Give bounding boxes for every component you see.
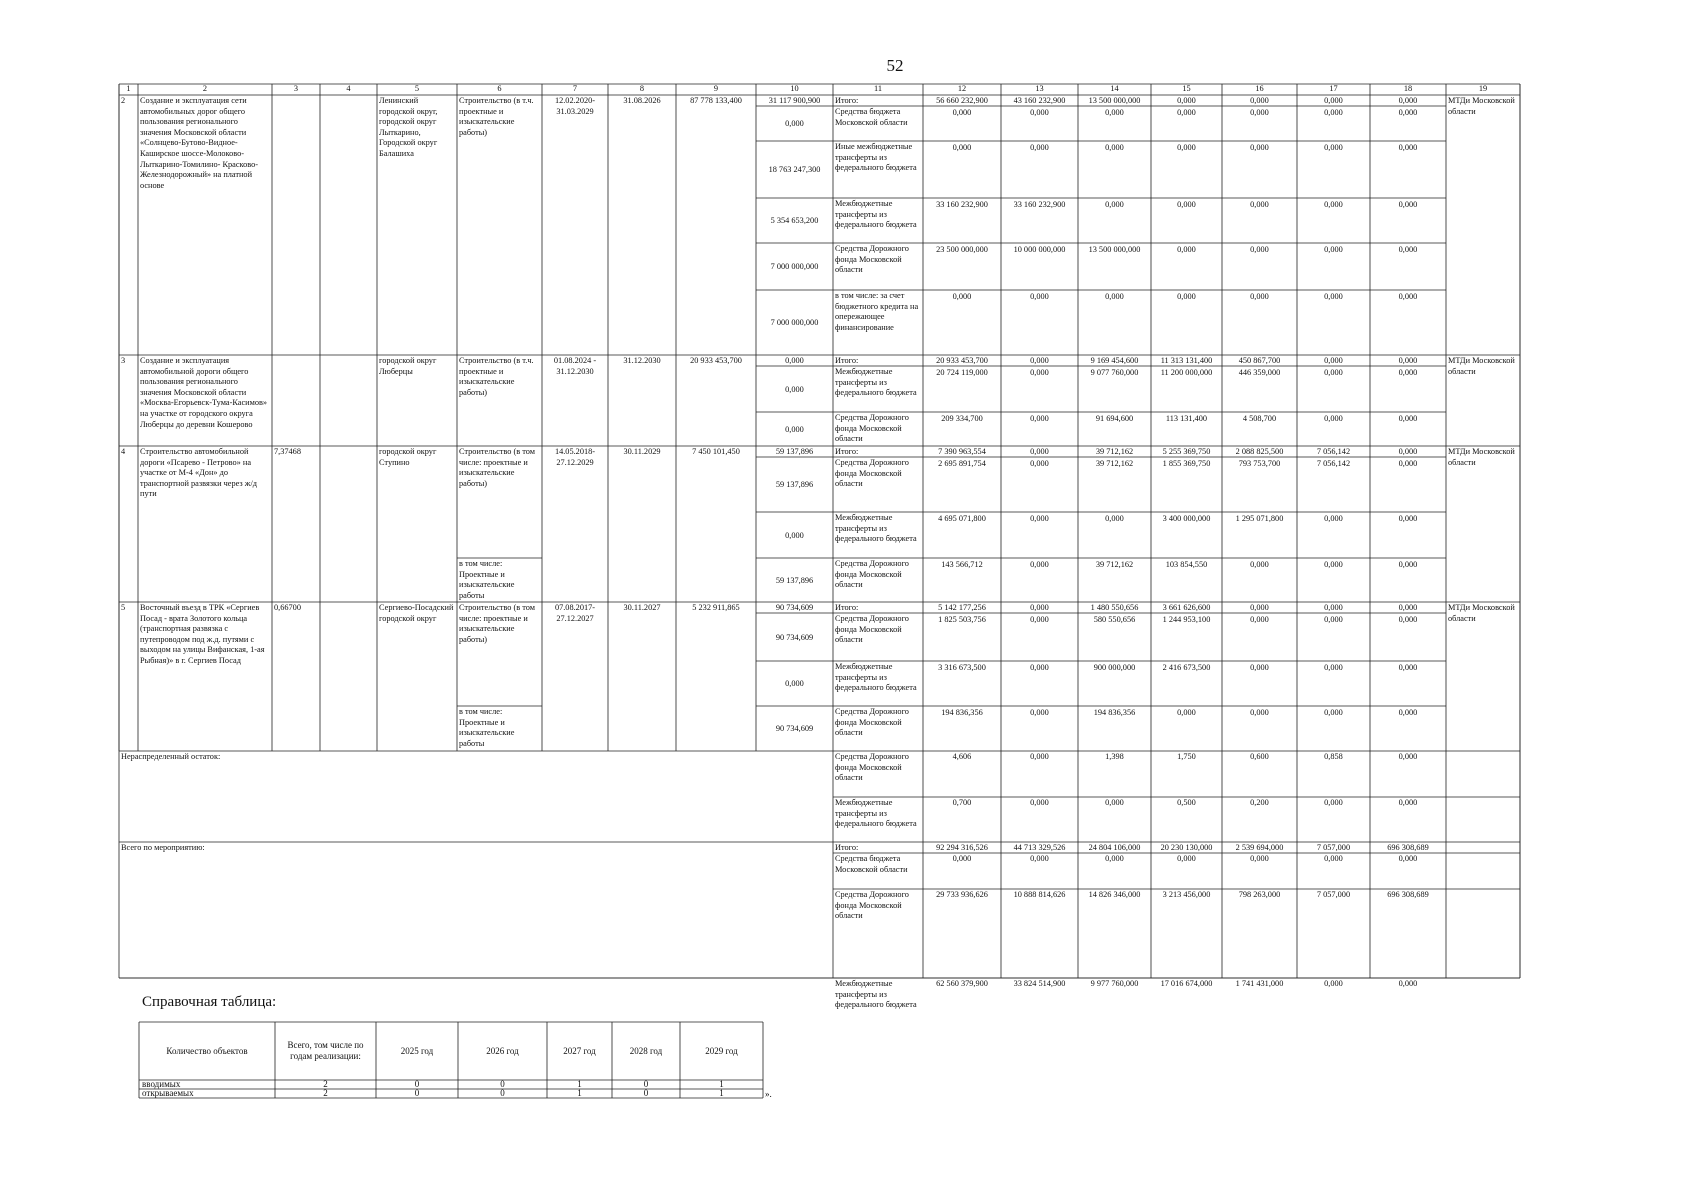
funding-source: Иные межбюджетные трансферты из федерального бюджета bbox=[835, 142, 917, 173]
funding-value: 2 416 673,500 bbox=[1162, 663, 1211, 672]
funding-value: 0,000 bbox=[1398, 245, 1418, 254]
funding-value: 5 142 177,256 bbox=[938, 603, 986, 612]
funding-value: 0,000 bbox=[1250, 108, 1269, 117]
funding-value: 1 741 431,000 bbox=[1235, 979, 1284, 988]
funding-value: 0,000 bbox=[1398, 459, 1418, 468]
funding-value: 0,000 bbox=[1030, 560, 1049, 569]
funding-value: 0,000 bbox=[1030, 752, 1049, 761]
funding-value: 0,000 bbox=[1177, 96, 1196, 105]
funding-prior: 0,000 bbox=[785, 356, 804, 365]
reference-cell: 0 bbox=[643, 1079, 649, 1089]
column-number: 1 bbox=[126, 84, 131, 93]
funding-source: Итого: bbox=[835, 356, 859, 365]
object-name: Создание и эксплуатация сети автомобильных дорог общего пользования регионального значения Московской области «Солнцево-Бутово-Видное-Каширское шоссе-Молоково-Лыткарино-Томилино- Красково-Железнодорожный» на платной основе bbox=[140, 96, 259, 190]
reference-header: 2028 год bbox=[629, 1045, 663, 1056]
funding-value: 0,000 bbox=[1324, 108, 1343, 117]
funding-value: 2 088 825,500 bbox=[1235, 447, 1284, 456]
reference-cell: 0 bbox=[643, 1088, 649, 1098]
reference-header: 2026 год bbox=[486, 1045, 519, 1056]
funding-value: 0,000 bbox=[1177, 854, 1196, 863]
completion-date: 31.08.2026 bbox=[623, 96, 661, 105]
funding-value: 0,000 bbox=[1030, 708, 1049, 717]
work-type: Строительство (в том числе: проектные и изыскательские работы) bbox=[459, 447, 536, 488]
reference-header: 2029 год bbox=[705, 1045, 738, 1056]
funding-source: Межбюджетные трансферты из федерального бюджета bbox=[835, 513, 917, 544]
object-location: Сергиево-Посадский городской округ bbox=[379, 603, 454, 623]
page-number: 52 bbox=[886, 56, 904, 75]
funding-value: 7 056,142 bbox=[1316, 447, 1351, 456]
column-number: 6 bbox=[497, 84, 502, 93]
funding-source: Средства Дорожного фонда Московской области bbox=[835, 458, 909, 489]
object-length: 0,66700 bbox=[274, 603, 301, 612]
funding-value: 0,000 bbox=[1105, 108, 1124, 117]
responsible: МТДи Московской области bbox=[1448, 603, 1515, 623]
funding-prior: 31 117 900,900 bbox=[768, 96, 821, 105]
funding-value: 39 712,162 bbox=[1095, 447, 1134, 456]
object-name: Восточный въезд в ТРК «Сергиев Посад - врата Золотого кольца (транспортная развязка с путепроводом под ж.д. путями с выходом на улицы Вифанская, 1-ая Рыбная)» в г. Сергиев Посад bbox=[140, 603, 265, 665]
object-cost: 5 232 911,865 bbox=[692, 603, 740, 612]
object-cost: 7 450 101,450 bbox=[692, 447, 740, 456]
funding-value: 1 480 550,656 bbox=[1090, 603, 1139, 612]
funding-value: 0,000 bbox=[952, 292, 972, 301]
funding-source: Итого: bbox=[835, 96, 859, 105]
reference-cell: 0 bbox=[500, 1079, 505, 1089]
funding-value: 0,000 bbox=[1398, 368, 1418, 377]
funding-value: 20 230 130,000 bbox=[1160, 843, 1213, 852]
funding-value: 0,000 bbox=[1398, 752, 1418, 761]
funding-value: 0,000 bbox=[1398, 108, 1418, 117]
funding-value: 0,000 bbox=[1324, 245, 1343, 254]
funding-value: 0,000 bbox=[1105, 854, 1124, 863]
column-number: 19 bbox=[1478, 84, 1488, 93]
funding-value: 0,000 bbox=[1030, 356, 1049, 365]
object-dates: 01.08.2024 - 31.12.2030 bbox=[553, 356, 597, 376]
funding-value: 0,000 bbox=[1324, 560, 1343, 569]
column-number: 18 bbox=[1403, 84, 1413, 93]
funding-source: Итого: bbox=[835, 603, 859, 612]
funding-value: 0,000 bbox=[1030, 368, 1049, 377]
funding-value: 0,000 bbox=[1324, 368, 1343, 377]
column-number: 8 bbox=[639, 84, 645, 93]
funding-value: 20 724 119,000 bbox=[936, 368, 988, 377]
funding-value: 29 733 936,626 bbox=[936, 890, 988, 899]
object-name: Создание и эксплуатация автомобильной дороги общего пользования регионального значения Московской области «Москва-Егорьевск-Тума-Касимов» на участке от городского округа Люберцы до деревни Кошерово bbox=[140, 356, 268, 429]
funding-value: 0,500 bbox=[1177, 798, 1196, 807]
funding-prior: 90 734,609 bbox=[775, 632, 814, 642]
object-cost: 87 778 133,400 bbox=[690, 96, 742, 105]
funding-value: 696 308,689 bbox=[1387, 843, 1429, 852]
object-dates: 14.05.2018-27.12.2029 bbox=[554, 447, 596, 467]
column-number: 12 bbox=[957, 84, 967, 93]
object-dates: 07.08.2017-27.12.2027 bbox=[554, 603, 596, 623]
funding-value: 11 313 131,400 bbox=[1160, 356, 1213, 365]
funding-value: 7 056,142 bbox=[1316, 459, 1351, 468]
funding-source: Межбюджетные трансферты из федерального бюджета bbox=[835, 979, 917, 1010]
reference-cell: 1 bbox=[719, 1079, 724, 1089]
funding-value: 0,000 bbox=[1324, 615, 1343, 624]
column-number: 16 bbox=[1255, 84, 1264, 93]
funding-value: 13 500 000,000 bbox=[1088, 96, 1141, 105]
row-number: 3 bbox=[121, 356, 126, 365]
funding-value: 2 539 694,000 bbox=[1235, 843, 1284, 852]
funding-value: 9 977 760,000 bbox=[1090, 979, 1139, 988]
funding-value: 0,000 bbox=[1324, 96, 1343, 105]
funding-source: Средства Дорожного фонда Московской области bbox=[835, 559, 909, 590]
funding-value: 0,000 bbox=[1398, 663, 1418, 672]
funding-value: 9 169 454,600 bbox=[1090, 356, 1139, 365]
funding-value: 113 131,400 bbox=[1165, 414, 1208, 423]
column-number: 10 bbox=[790, 84, 799, 93]
funding-value: 0,000 bbox=[1177, 200, 1196, 209]
funding-value: 1 295 071,800 bbox=[1235, 514, 1284, 523]
reference-cell: 1 bbox=[719, 1088, 724, 1098]
funding-value: 0,000 bbox=[1030, 514, 1049, 523]
funding-value: 33 160 232,900 bbox=[1013, 200, 1066, 209]
funding-prior: 5 354 653,200 bbox=[770, 216, 819, 225]
column-number: 3 bbox=[293, 84, 299, 93]
funding-value: 0,000 bbox=[1105, 200, 1124, 209]
funding-value: 0,000 bbox=[1398, 447, 1418, 456]
funding-value: 0,000 bbox=[1324, 854, 1343, 863]
funding-value: 3 316 673,500 bbox=[938, 663, 986, 672]
funding-value: 0,000 bbox=[1250, 560, 1269, 569]
funding-value: 0,000 bbox=[1250, 96, 1269, 105]
row-number: 2 bbox=[121, 96, 126, 105]
funding-value: 0,000 bbox=[1324, 798, 1343, 807]
reference-header: Всего, том числе по годам реализации: bbox=[287, 1040, 364, 1061]
funding-value: 62 560 379,900 bbox=[936, 979, 988, 988]
funding-value: 3 400 000,000 bbox=[1162, 514, 1211, 523]
funding-value: 0,000 bbox=[1030, 108, 1049, 117]
funding-value: 11 200 000,000 bbox=[1160, 368, 1213, 377]
funding-value: 0,200 bbox=[1250, 798, 1269, 807]
funding-value: 1,750 bbox=[1177, 752, 1196, 761]
funding-prior: 18 763 247,300 bbox=[768, 165, 821, 174]
funding-value: 2 695 891,754 bbox=[938, 459, 986, 468]
reference-cell: 1 bbox=[577, 1079, 582, 1089]
funding-value: 0,000 bbox=[1398, 414, 1418, 423]
funding-value: 0,000 bbox=[1324, 979, 1343, 988]
funding-value: 580 550,656 bbox=[1093, 615, 1136, 624]
reference-table-title: Справочная таблица: bbox=[142, 994, 277, 1010]
funding-value: 0,000 bbox=[1105, 292, 1124, 301]
funding-value: 0,000 bbox=[1250, 292, 1269, 301]
funding-value: 0,000 bbox=[1250, 854, 1269, 863]
funding-source: Средства Дорожного фонда Московской области bbox=[835, 244, 909, 275]
funding-value: 4 508,700 bbox=[1242, 414, 1277, 423]
funding-value: 10 000 000,000 bbox=[1013, 245, 1066, 254]
funding-value: 0,000 bbox=[1030, 414, 1049, 423]
column-number: 7 bbox=[572, 84, 578, 93]
funding-source: Межбюджетные трансферты из федерального бюджета bbox=[835, 367, 917, 398]
funding-value: 56 660 232,900 bbox=[936, 96, 988, 105]
funding-prior: 0,000 bbox=[785, 384, 804, 394]
reference-header: 2025 год bbox=[400, 1045, 434, 1056]
funding-value: 39 712,162 bbox=[1095, 560, 1134, 569]
funding-value: 0,000 bbox=[1324, 414, 1343, 423]
funding-value: 0,000 bbox=[1105, 514, 1124, 523]
funding-value: 143 566,712 bbox=[941, 560, 983, 569]
funding-source: в том числе: за счет бюджетного кредита на опережающее финансирование bbox=[835, 291, 919, 332]
reference-cell: открываемых bbox=[142, 1088, 194, 1098]
funding-source: Средства бюджета Московской области bbox=[835, 854, 908, 874]
funding-value: 194 836,356 bbox=[941, 708, 983, 717]
funding-value: 20 933 453,700 bbox=[936, 356, 988, 365]
funding-value: 24 804 106,000 bbox=[1088, 843, 1141, 852]
funding-prior: 59 137,896 bbox=[775, 480, 814, 489]
funding-value: 0,000 bbox=[1030, 447, 1049, 456]
funding-value: 0,000 bbox=[1030, 854, 1049, 863]
responsible: МТДи Московской области bbox=[1448, 96, 1515, 116]
funding-value: 0,000 bbox=[1398, 356, 1418, 365]
funding-value: 0,000 bbox=[1250, 708, 1269, 717]
funding-prior: 0,000 bbox=[785, 119, 804, 128]
work-type: Строительство (в т.ч. проектные и изыскательские работы) bbox=[459, 96, 534, 137]
object-location: городской округ Ступино bbox=[379, 447, 437, 467]
funding-prior: 59 137,896 bbox=[775, 447, 814, 456]
funding-value: 1,398 bbox=[1105, 752, 1124, 761]
funding-value: 0,000 bbox=[1250, 200, 1269, 209]
work-type-sub: в том числе: Проектные и изыскательские работы bbox=[459, 707, 515, 748]
reference-cell: 0 bbox=[414, 1088, 420, 1098]
funding-value: 194 836,356 bbox=[1093, 708, 1136, 717]
funding-value: 0,000 bbox=[1324, 514, 1343, 523]
funding-value: 23 500 000,000 bbox=[936, 245, 988, 254]
funding-value: 0,700 bbox=[952, 798, 972, 807]
object-location: Ленинский городской округ, городской округ Лыткарино, Городской округ Балашиха bbox=[379, 96, 438, 158]
funding-value: 103 854,550 bbox=[1165, 560, 1208, 569]
completion-date: 30.11.2027 bbox=[623, 603, 661, 612]
column-number: 2 bbox=[202, 84, 208, 93]
funding-value: 0,000 bbox=[1250, 245, 1269, 254]
reference-trailing: ». bbox=[765, 1089, 772, 1099]
funding-value: 0,000 bbox=[1105, 143, 1124, 152]
reference-header: Количество объектов bbox=[166, 1045, 248, 1056]
funding-value: 3 661 626,600 bbox=[1162, 603, 1211, 612]
funding-value: 0,000 bbox=[952, 108, 972, 117]
funding-value: 7 057,000 bbox=[1316, 843, 1351, 852]
work-type: Строительство (в том числе: проектные и изыскательские работы) bbox=[459, 603, 536, 644]
funding-value: 798 263,000 bbox=[1238, 890, 1281, 899]
column-number: 17 bbox=[1329, 84, 1338, 93]
funding-source: Средства бюджета Московской области bbox=[835, 107, 908, 127]
funding-value: 0,000 bbox=[1324, 292, 1343, 301]
completion-date: 31.12.2030 bbox=[623, 356, 661, 365]
funding-value: 0,000 bbox=[1398, 292, 1418, 301]
funding-source: Средства Дорожного фонда Московской области bbox=[835, 707, 909, 738]
funding-value: 43 160 232,900 bbox=[1013, 96, 1066, 105]
funding-value: 33 160 232,900 bbox=[936, 200, 988, 209]
funding-value: 14 826 346,000 bbox=[1088, 890, 1141, 899]
funding-value: 0,000 bbox=[1398, 96, 1418, 105]
funding-prior: 0,000 bbox=[785, 424, 804, 434]
funding-value: 7 390 963,554 bbox=[938, 447, 986, 456]
reference-cell: 0 bbox=[500, 1088, 505, 1098]
funding-value: 0,000 bbox=[1177, 108, 1196, 117]
reference-cell: 1 bbox=[577, 1088, 582, 1098]
column-number: 9 bbox=[713, 84, 719, 93]
funding-value: 7 057,000 bbox=[1316, 890, 1351, 899]
column-number: 11 bbox=[874, 84, 882, 93]
funding-value: 0,000 bbox=[1177, 143, 1196, 152]
funding-value: 0,000 bbox=[1324, 663, 1343, 672]
funding-value: 0,000 bbox=[1177, 245, 1196, 254]
funding-prior: 7 000 000,000 bbox=[770, 262, 819, 271]
funding-prior: 59 137,896 bbox=[775, 575, 814, 585]
responsible: МТДи Московской области bbox=[1448, 356, 1515, 376]
funding-value: 0,000 bbox=[1030, 292, 1049, 301]
reference-cell: 2 bbox=[323, 1079, 328, 1089]
column-number: 5 bbox=[414, 84, 420, 93]
funding-source: Средства Дорожного фонда Московской области bbox=[835, 752, 909, 783]
funding-value: 0,000 bbox=[1030, 663, 1049, 672]
funding-value: 0,000 bbox=[952, 143, 972, 152]
funding-value: 900 000,000 bbox=[1093, 663, 1136, 672]
funding-value: 44 713 329,526 bbox=[1013, 843, 1066, 852]
funding-value: 0,000 bbox=[952, 854, 972, 863]
reference-cell: вводимых bbox=[142, 1079, 181, 1089]
total-label: Всего по мероприятию: bbox=[121, 843, 205, 852]
funding-value: 10 888 814,626 bbox=[1013, 890, 1066, 899]
funding-source: Итого: bbox=[835, 843, 859, 852]
funding-value: 13 500 000,000 bbox=[1088, 245, 1141, 254]
object-name: Строительство автомобильной дороги «Псарево - Петрово» на участке от М-4 «Дон» до транспортной развязки через ж/д пути bbox=[140, 447, 257, 499]
reference-cell: 0 bbox=[414, 1079, 420, 1089]
column-number: 14 bbox=[1110, 84, 1119, 93]
unallocated-label: Нераспределенный остаток: bbox=[121, 752, 221, 761]
funding-source: Средства Дорожного фонда Московской области bbox=[835, 890, 909, 921]
funding-value: 4 695 071,800 bbox=[938, 514, 986, 523]
funding-value: 3 213 456,000 bbox=[1162, 890, 1211, 899]
column-number: 4 bbox=[346, 84, 351, 93]
funding-prior: 7 000 000,000 bbox=[770, 318, 819, 327]
funding-value: 0,000 bbox=[1398, 708, 1418, 717]
funding-value: 0,000 bbox=[1398, 560, 1418, 569]
funding-value: 0,000 bbox=[1250, 615, 1269, 624]
funding-value: 450 867,700 bbox=[1238, 356, 1281, 365]
funding-value: 0,000 bbox=[1398, 979, 1418, 988]
funding-value: 0,000 bbox=[1250, 603, 1269, 612]
reference-header: 2027 год bbox=[563, 1045, 596, 1056]
funding-value: 1 855 369,750 bbox=[1162, 459, 1211, 468]
funding-value: 0,000 bbox=[1398, 615, 1418, 624]
funding-value: 0,000 bbox=[1105, 798, 1124, 807]
row-number: 5 bbox=[121, 603, 126, 612]
funding-prior: 0,000 bbox=[785, 530, 804, 540]
funding-value: 1 244 953,100 bbox=[1162, 615, 1211, 624]
funding-value: 0,000 bbox=[1030, 143, 1049, 152]
funding-value: 1 825 503,756 bbox=[938, 615, 986, 624]
funding-value: 0,600 bbox=[1250, 752, 1269, 761]
funding-value: 91 694,600 bbox=[1095, 414, 1134, 423]
reference-cell: 2 bbox=[323, 1088, 328, 1098]
funding-value: 33 824 514,900 bbox=[1013, 979, 1066, 988]
funding-value: 5 255 369,750 bbox=[1162, 447, 1211, 456]
funding-source: Межбюджетные трансферты из федерального бюджета bbox=[835, 798, 917, 829]
object-cost: 20 933 453,700 bbox=[690, 356, 742, 365]
column-number: 15 bbox=[1182, 84, 1191, 93]
funding-source: Итого: bbox=[835, 447, 859, 456]
funding-value: 0,000 bbox=[1030, 459, 1049, 468]
funding-value: 0,000 bbox=[1398, 200, 1418, 209]
funding-value: 39 712,162 bbox=[1095, 459, 1134, 468]
funding-value: 793 753,700 bbox=[1238, 459, 1281, 468]
row-number: 4 bbox=[121, 447, 126, 456]
funding-value: 9 077 760,000 bbox=[1090, 368, 1139, 377]
funding-value: 0,858 bbox=[1324, 752, 1343, 761]
funding-value: 0,000 bbox=[1250, 663, 1269, 672]
object-length: 7,37468 bbox=[274, 447, 301, 456]
responsible: МТДи Московской области bbox=[1448, 447, 1515, 467]
funding-value: 92 294 316,526 bbox=[936, 843, 988, 852]
funding-value: 0,000 bbox=[1398, 603, 1418, 612]
funding-source: Межбюджетные трансферты из федерального бюджета bbox=[835, 199, 917, 230]
completion-date: 30.11.2029 bbox=[623, 447, 661, 456]
funding-source: Средства Дорожного фонда Московской области bbox=[835, 413, 909, 444]
work-type: Строительство (в т.ч. проектные и изыскательские работы) bbox=[459, 356, 534, 397]
funding-value: 17 016 674,000 bbox=[1160, 979, 1213, 988]
funding-value: 0,000 bbox=[1398, 514, 1418, 523]
work-type-sub: в том числе: Проектные и изыскательские работы bbox=[459, 559, 515, 600]
funding-value: 0,000 bbox=[1398, 854, 1418, 863]
funding-value: 209 334,700 bbox=[941, 414, 983, 423]
funding-value: 0,000 bbox=[1324, 708, 1343, 717]
object-location: городской округ Люберцы bbox=[379, 356, 437, 376]
funding-value: 0,000 bbox=[1030, 603, 1049, 612]
funding-prior: 0,000 bbox=[785, 679, 804, 688]
funding-prior: 90 734,609 bbox=[775, 603, 814, 612]
funding-value: 0,000 bbox=[1398, 143, 1418, 152]
funding-value: 696 308,689 bbox=[1387, 890, 1429, 899]
funding-value: 0,000 bbox=[1030, 798, 1049, 807]
funding-value: 0,000 bbox=[1177, 292, 1196, 301]
funding-value: 446 359,000 bbox=[1238, 368, 1281, 377]
funding-value: 0,000 bbox=[1177, 708, 1196, 717]
funding-value: 0,000 bbox=[1398, 798, 1418, 807]
funding-value: 0,000 bbox=[1324, 143, 1343, 152]
object-dates: 12.02.2020-31.03.2029 bbox=[554, 96, 596, 116]
funding-value: 0,000 bbox=[1324, 603, 1343, 612]
funding-value: 0,000 bbox=[1030, 615, 1049, 624]
funding-value: 0,000 bbox=[1250, 143, 1269, 152]
funding-source: Средства Дорожного фонда Московской области bbox=[835, 614, 909, 645]
funding-value: 0,000 bbox=[1324, 356, 1343, 365]
funding-source: Межбюджетные трансферты из федерального бюджета bbox=[835, 662, 917, 693]
funding-prior: 90 734,609 bbox=[775, 724, 814, 733]
column-number: 13 bbox=[1035, 84, 1044, 93]
funding-value: 4,606 bbox=[952, 752, 972, 761]
funding-value: 0,000 bbox=[1324, 200, 1343, 209]
